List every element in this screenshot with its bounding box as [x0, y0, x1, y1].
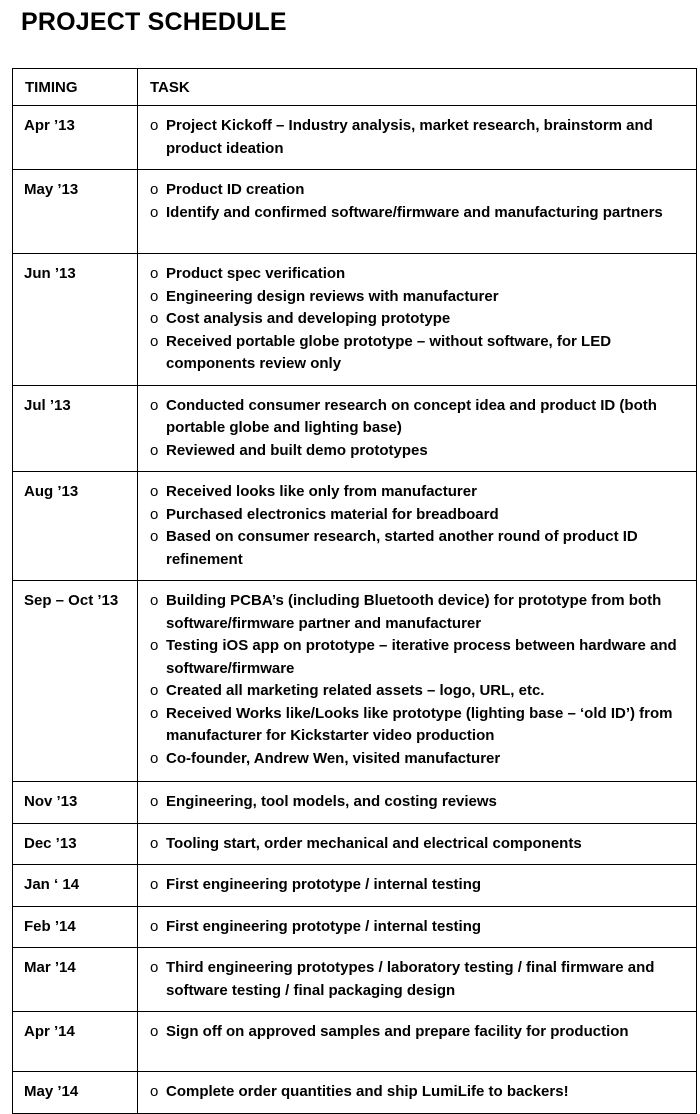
- task-item: [150, 1021, 690, 1044]
- bullet-circle-icon: o: [150, 1083, 159, 1100]
- bullet-circle-icon: o: [150, 637, 159, 654]
- table-row: [13, 170, 697, 254]
- bullet-circle-icon: o: [150, 876, 159, 893]
- timing-cell: Mar ’14: [13, 948, 138, 1012]
- task-item: [150, 680, 690, 703]
- header-row: [13, 69, 697, 106]
- page-title: PROJECT SCHEDULE: [21, 8, 287, 36]
- task-text: Received looks like only from manufacturer: [166, 483, 477, 500]
- task-text: Project Kickoff – Industry analysis, market research, brainstorm and product ideation: [166, 117, 653, 157]
- task-item: [150, 286, 690, 309]
- task-text: Co-founder, Andrew Wen, visited manufacturer: [166, 749, 501, 767]
- timing-cell: Apr ’13: [13, 106, 138, 170]
- table-row: [13, 581, 697, 782]
- timing-cell: Aug ’13: [13, 472, 138, 581]
- task-item: [150, 791, 690, 814]
- table-row: [13, 385, 697, 472]
- task-text: Received Works like/Looks like prototype (lighting base – ‘old ID’) from manufacturer for Kickstarter video production: [166, 704, 673, 744]
- timing-cell: May ’13: [13, 170, 138, 254]
- task-item: [150, 748, 690, 771]
- task-text: Conducted consumer research on concept idea and product ID (both portable globe and lighting base): [166, 396, 657, 436]
- task-item: [150, 957, 690, 1002]
- bullet-circle-icon: o: [150, 441, 159, 459]
- bullet-circle-icon: o: [150, 483, 159, 500]
- task-text: Tooling start, order mechanical and electrical components: [166, 834, 582, 852]
- task-text: Third engineering prototypes / laboratory testing / final firmware and software testing / final packaging design: [166, 959, 655, 999]
- timing-cell: Apr ’14: [13, 1012, 138, 1072]
- timing-cell: Jun ’13: [13, 254, 138, 386]
- task-item: [150, 202, 690, 225]
- task-item: [150, 590, 690, 635]
- task-text: Received portable globe prototype – without software, for LED components review only: [166, 332, 612, 372]
- bullet-circle-icon: o: [150, 181, 159, 198]
- timing-cell: Jul ’13: [13, 385, 138, 472]
- bullet-circle-icon: o: [150, 117, 159, 134]
- bullet-circle-icon: o: [150, 704, 159, 722]
- task-text: Cost analysis and developing prototype: [166, 310, 451, 327]
- timing-cell: Sep – Oct ’13: [13, 581, 138, 782]
- bullet-circle-icon: o: [150, 682, 159, 699]
- task-item: [150, 440, 690, 463]
- bullet-circle-icon: o: [150, 265, 159, 282]
- task-cell: [138, 106, 697, 170]
- task-cell: [138, 581, 697, 782]
- task-text: Product spec verification: [166, 265, 346, 282]
- table-row: [13, 106, 697, 170]
- timing-cell: Nov ’13: [13, 782, 138, 824]
- table-row: [13, 782, 697, 824]
- bullet-circle-icon: o: [150, 917, 159, 935]
- task-cell: [138, 906, 697, 948]
- task-item: [150, 635, 690, 680]
- task-item: [150, 179, 690, 202]
- bullet-circle-icon: o: [150, 332, 159, 350]
- timing-column-header: TIMING: [13, 69, 138, 106]
- bullet-circle-icon: o: [150, 287, 159, 305]
- task-cell: [138, 948, 697, 1012]
- table-row: [13, 254, 697, 386]
- timing-cell: Jan ‘ 14: [13, 865, 138, 907]
- task-cell: [138, 823, 697, 865]
- task-cell: [138, 1012, 697, 1072]
- bullet-circle-icon: o: [150, 505, 159, 523]
- task-text: Identify and confirmed software/firmware and manufacturing partners: [166, 203, 663, 221]
- timing-cell: Dec ’13: [13, 823, 138, 865]
- task-item: [150, 115, 690, 160]
- bullet-circle-icon: o: [150, 834, 159, 852]
- task-text: Building PCBA’s (including Bluetooth device) for prototype from both software/firmware partner and manufacturer: [166, 592, 662, 632]
- task-text: Engineering design reviews with manufacturer: [166, 287, 499, 305]
- task-item: [150, 1081, 690, 1104]
- timing-cell: May ’14: [13, 1072, 138, 1114]
- task-text: Sign off on approved samples and prepare facility for production: [166, 1023, 629, 1040]
- table-row: [13, 948, 697, 1012]
- task-text: First engineering prototype / internal testing: [166, 876, 482, 893]
- table-row: [13, 1012, 697, 1072]
- task-cell: [138, 472, 697, 581]
- task-item: [150, 874, 690, 897]
- bullet-circle-icon: o: [150, 203, 159, 221]
- task-text: Created all marketing related assets – logo, URL, etc.: [166, 682, 545, 699]
- task-text: Testing iOS app on prototype – iterative process between hardware and software/firmware: [166, 637, 677, 677]
- task-text: Based on consumer research, started another round of product ID refinement: [166, 528, 638, 568]
- bullet-circle-icon: o: [150, 793, 159, 810]
- task-text: Reviewed and built demo prototypes: [166, 441, 428, 459]
- task-item: [150, 331, 690, 376]
- task-text: Purchased electronics material for breadboard: [166, 505, 499, 523]
- task-item: [150, 504, 690, 527]
- task-item: [150, 916, 690, 939]
- bullet-circle-icon: o: [150, 749, 159, 767]
- task-column-header: TASK: [138, 69, 697, 106]
- task-item: [150, 263, 690, 286]
- task-text: Engineering, tool models, and costing reviews: [166, 793, 497, 810]
- task-item: [150, 526, 690, 571]
- schedule-table: [12, 68, 697, 1114]
- table-row: [13, 906, 697, 948]
- bullet-circle-icon: o: [150, 528, 159, 545]
- bullet-circle-icon: o: [150, 310, 159, 327]
- table-row: [13, 472, 697, 581]
- table-row: [13, 823, 697, 865]
- task-text: Product ID creation: [166, 181, 305, 198]
- task-text: Complete order quantities and ship LumiLife to backers!: [166, 1083, 569, 1100]
- table-row: [13, 865, 697, 907]
- bullet-circle-icon: o: [150, 1023, 159, 1040]
- bullet-circle-icon: o: [150, 959, 159, 976]
- task-item: [150, 481, 690, 504]
- bullet-circle-icon: o: [150, 396, 159, 414]
- task-cell: [138, 385, 697, 472]
- task-cell: [138, 865, 697, 907]
- task-item: [150, 833, 690, 856]
- task-cell: [138, 170, 697, 254]
- task-cell: [138, 782, 697, 824]
- bullet-circle-icon: o: [150, 592, 159, 609]
- task-cell: [138, 254, 697, 386]
- task-item: [150, 308, 690, 331]
- task-text: First engineering prototype / internal testing: [166, 917, 482, 935]
- timing-cell: Feb ’14: [13, 906, 138, 948]
- schedule-body: [13, 106, 697, 1114]
- task-item: [150, 395, 690, 440]
- task-item: [150, 703, 690, 748]
